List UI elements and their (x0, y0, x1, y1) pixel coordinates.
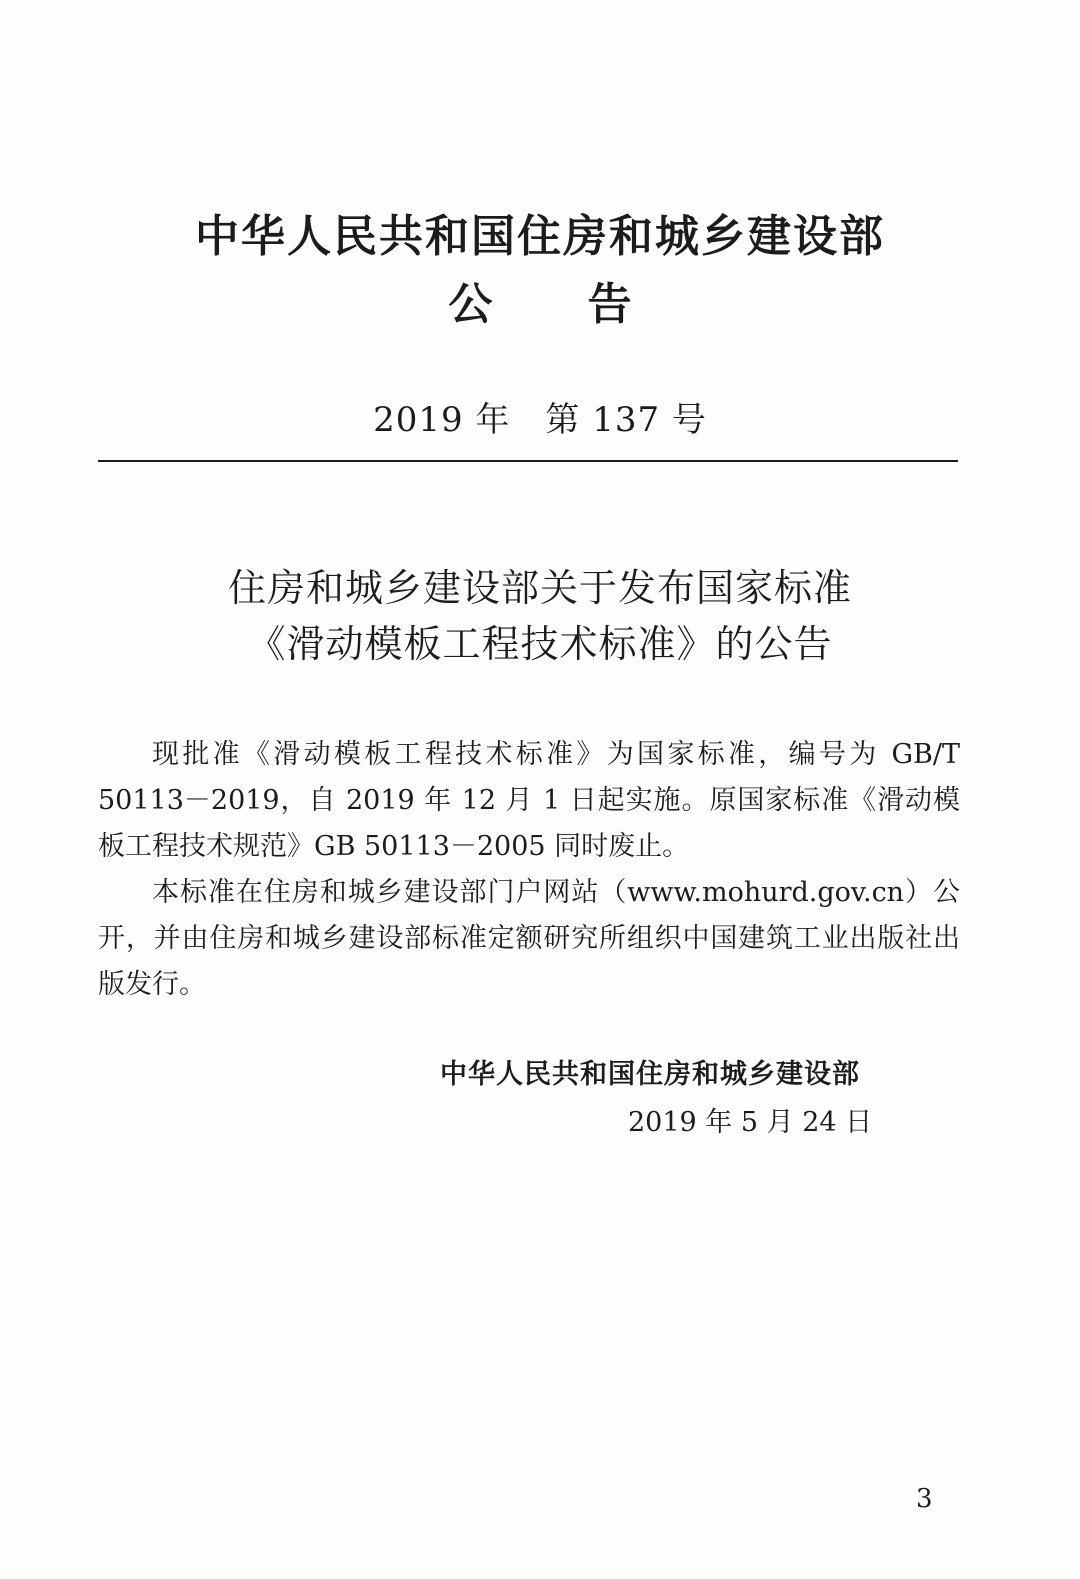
signature-date: 2019 年 5 月 24 日 (628, 1107, 873, 1138)
issuer-title: 中华人民共和国住房和城乡建设部 (195, 211, 885, 262)
body-paragraph-2: 本标准在住房和城乡建设部门户网站（www.mohurd.gov.cn）公开，并由住房和城乡建设部标准定额研究所组织中国建筑工业出版社出版发行。 (98, 877, 960, 1000)
announcement-heading: 公 告 (448, 279, 632, 330)
notice-body (98, 732, 960, 1008)
notice-title-line-1: 住房和城乡建设部关于发布国家标准 (227, 566, 852, 610)
notice-title (0, 560, 1080, 672)
signature-organization: 中华人民共和国住房和城乡建设部 (440, 1059, 860, 1090)
body-paragraph-1: 现批准《滑动模板工程技术标准》为国家标准，编号为 GB/T 50113－2019，自 2019 年 12 月 1 日起实施。原国家标准《滑动模板工程技术规范》GB 50113－2005 同时废止。 (98, 739, 960, 862)
notice-title-line-2: 《滑动模板工程技术标准》的公告 (247, 622, 833, 666)
issue-number: 2019 年 第 137 号 (373, 400, 707, 440)
header-divider (98, 460, 958, 462)
page-number: 3 (916, 1484, 933, 1514)
